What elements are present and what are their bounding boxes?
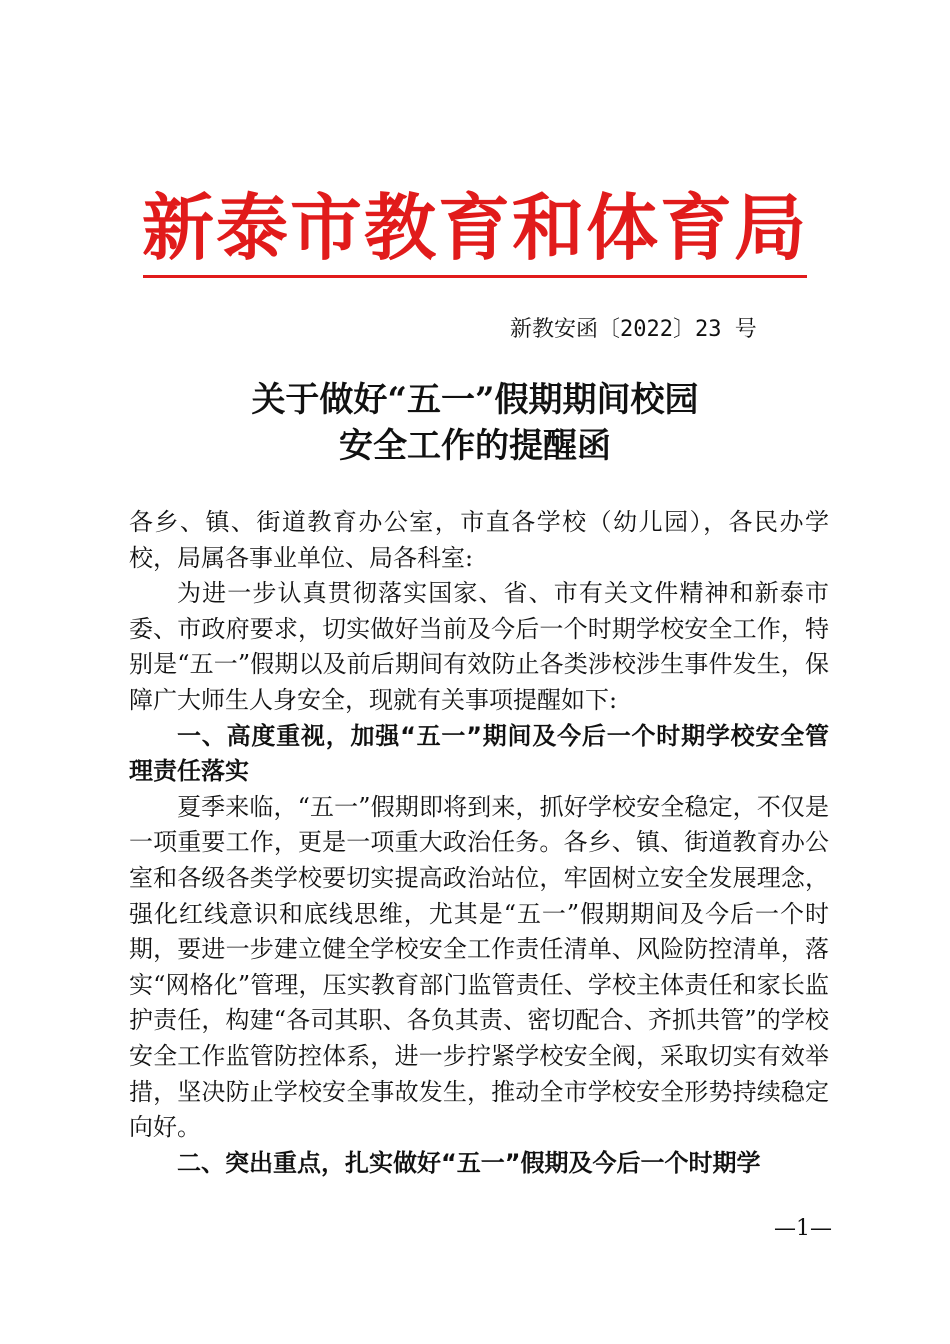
section-1-heading: 一、高度重视，加强“五一”期间及今后一个时期学校安全管理责任落实 [129, 721, 829, 786]
issuer-header: 新泰市教育和体育局 [141, 185, 808, 270]
document-body [129, 505, 829, 1181]
section-1-paragraph: 夏季来临，“五一”假期即将到来，抓好学校安全稳定，不仅是一项重要工作，更是一项重大政治任务。各乡、镇、街道教育办公室和各级各类学校要切实提高政治站位，牢固树立安全发展理念，强化红线意识和底线思维，尤其是“五一”假期期间及今后一个时期，要进一步建立健全学校安全工作责任清单、风险防控清单，落实“网格化”管理，压实教育部门监管责任、学校主体责任和家长监护责任，构建“各司其职、各负其责、密切配合、齐抓共管”的学校安全工作监管防控体系，进一步拧紧学校安全阀，采取切实有效举措，坚决防止学校安全事故发生，推动全市学校安全形势持续稳定向好。 [129, 792, 829, 1142]
document-number: 新教安函〔2022〕23 号 [510, 317, 757, 342]
document-title-line-1: 关于做好“五一”假期期间校园 [251, 380, 699, 420]
page-number: —1— [774, 1216, 832, 1241]
intro-paragraph: 为进一步认真贯彻落实国家、省、市有关文件精神和新泰市委、市政府要求，切实做好当前及今后一个时期学校安全工作，特别是“五一”假期以及前后期间有效防止各类涉校涉生事件发生，保障广大师生人身安全，现就有关事项提醒如下: [129, 579, 829, 714]
document-title [130, 377, 820, 469]
section-2-heading: 二、突出重点，扎实做好“五一”假期及今后一个时期学 [177, 1148, 761, 1177]
document-title-line-2: 安全工作的提醒函 [339, 426, 611, 466]
red-divider-line [143, 275, 807, 278]
recipients-paragraph: 各乡、镇、街道教育办公室，市直各学校（幼儿园），各民办学校，局属各事业单位、局各科室: [129, 508, 829, 572]
